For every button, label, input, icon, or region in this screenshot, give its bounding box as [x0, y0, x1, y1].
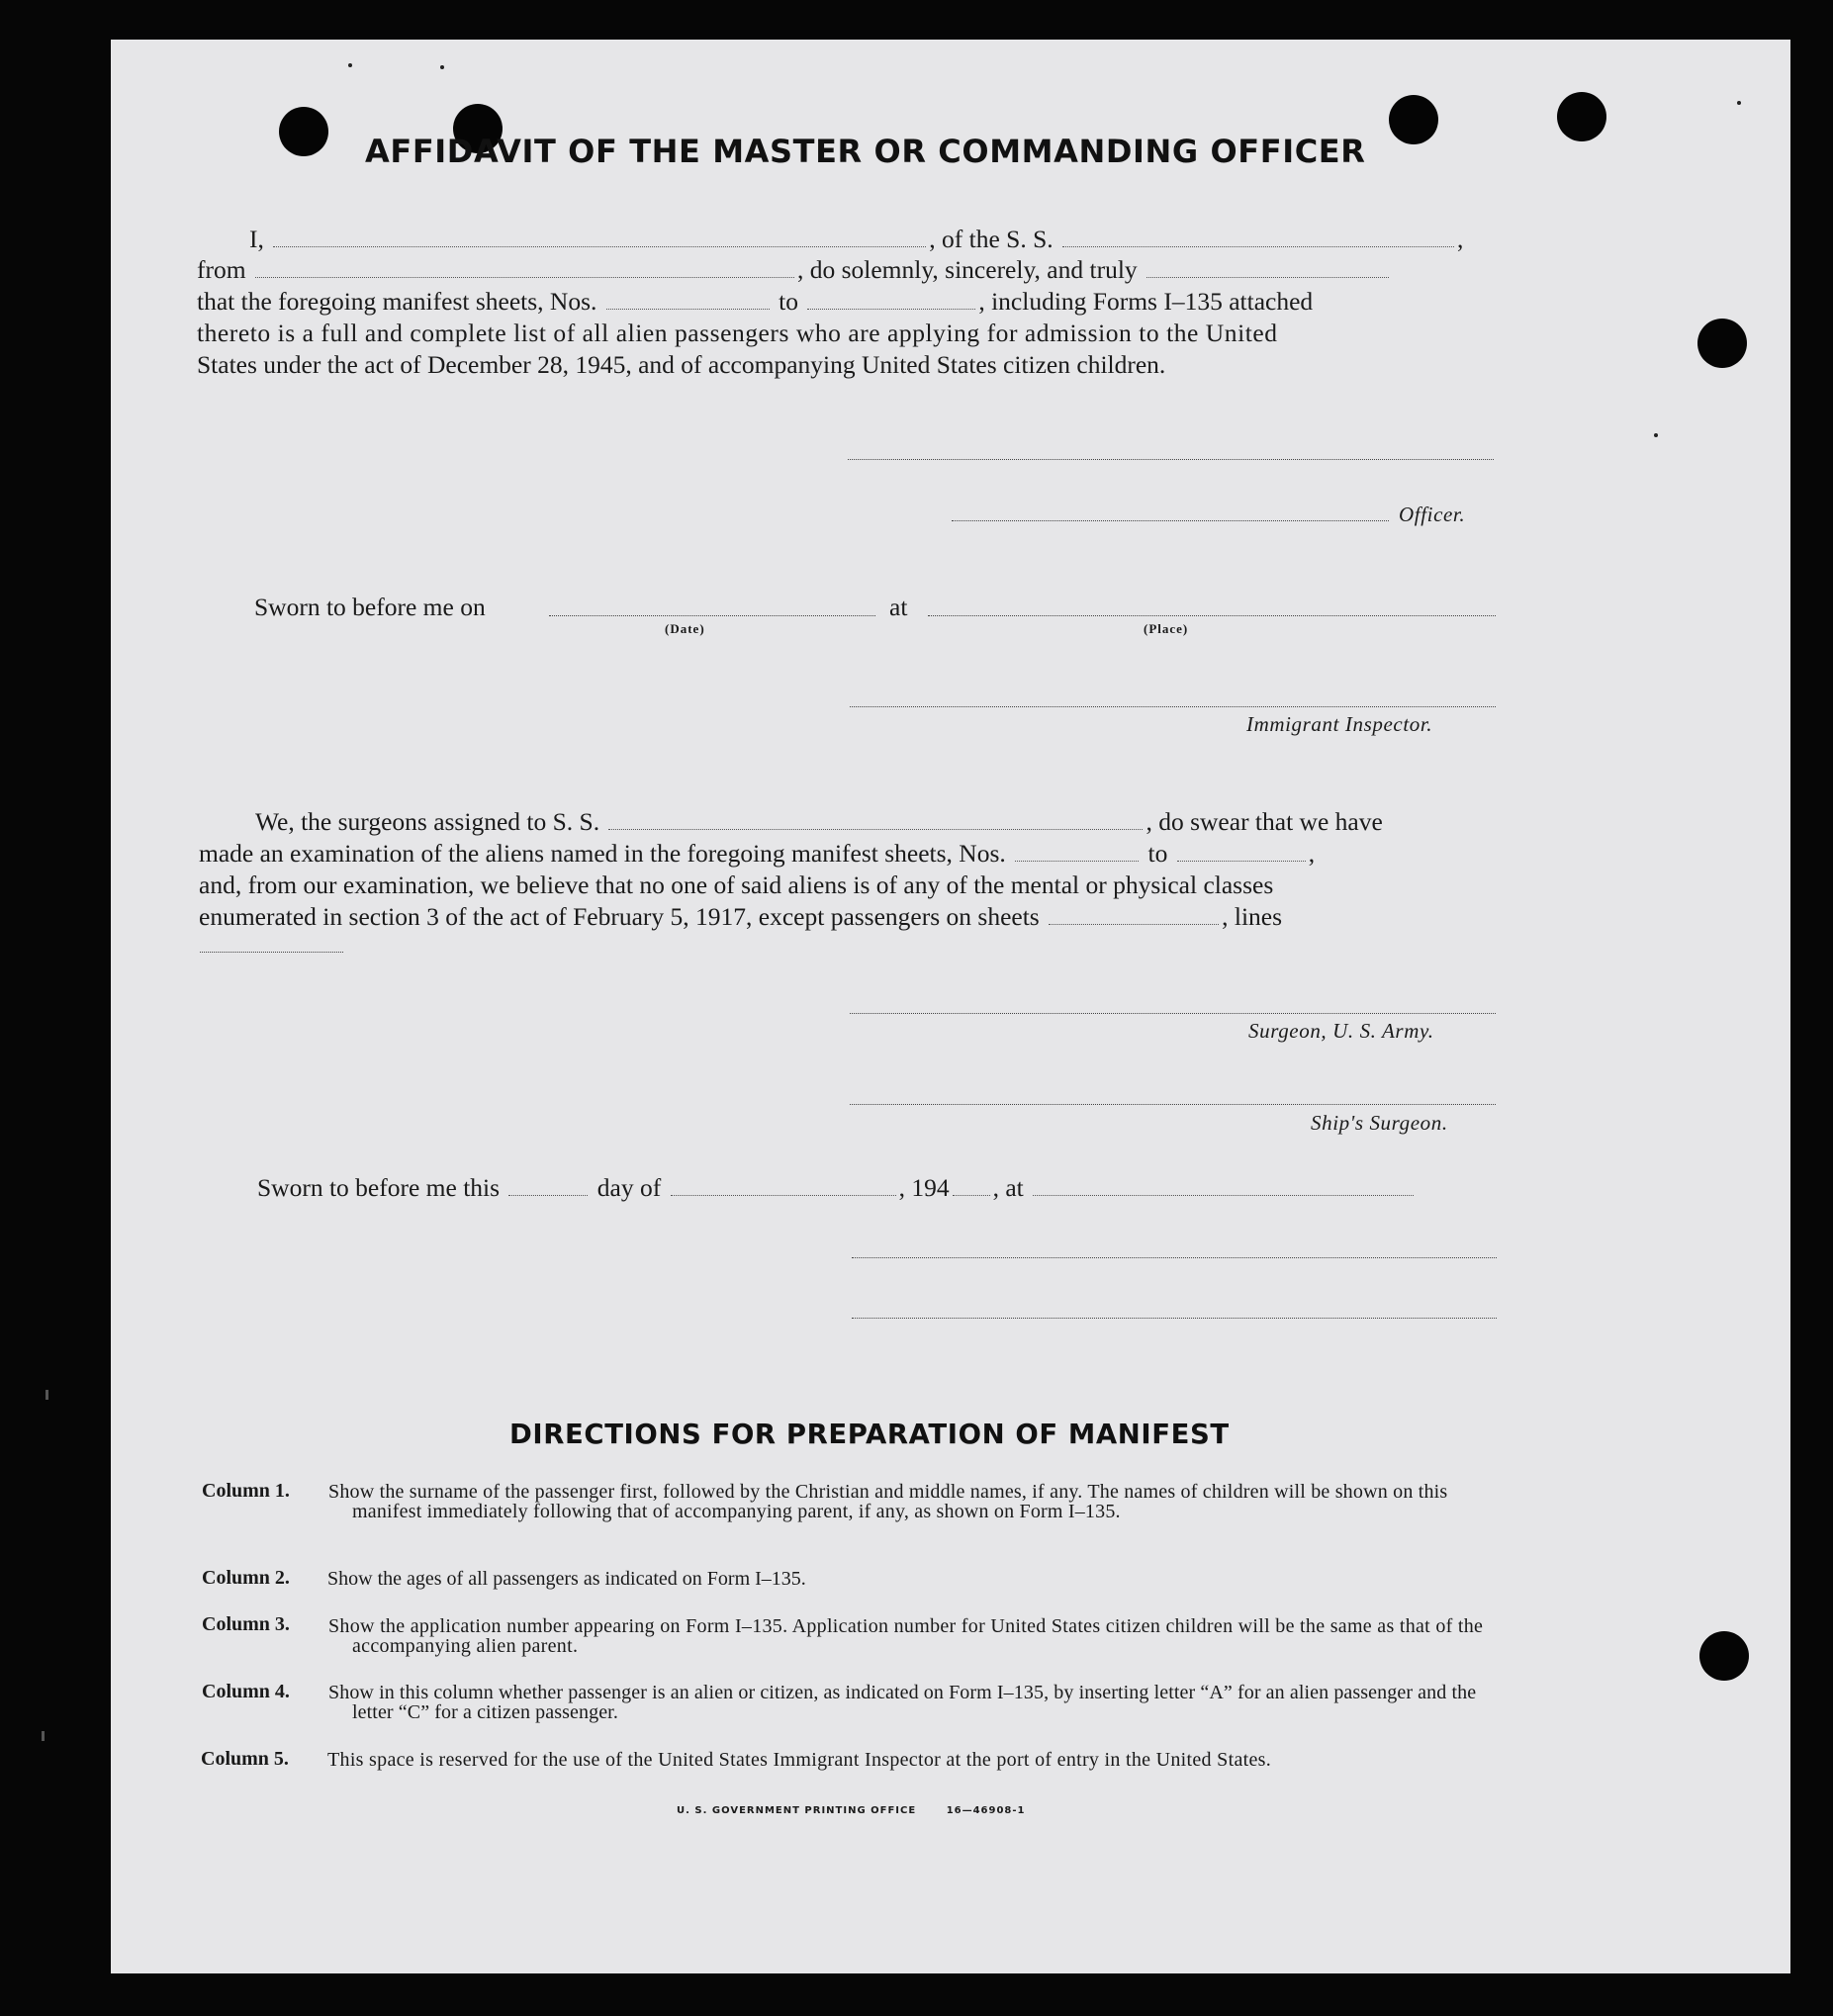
ship-surgeon-signature-line[interactable] [850, 1104, 1496, 1105]
except-lines-field[interactable] [200, 952, 343, 953]
scan-speck [46, 1390, 48, 1400]
form-code: 16—46908-1 [946, 1805, 1026, 1816]
form-title: AFFIDAVIT OF THE MASTER OR COMMANDING OFFICER [365, 133, 1366, 170]
surgeon-sheet-from-field[interactable] [1015, 860, 1139, 862]
army-surgeon-label: Surgeon, U. S. Army. [1248, 1019, 1434, 1043]
do-swear-text: , do swear that we have [1146, 807, 1383, 836]
sheet-to-field[interactable] [807, 308, 975, 310]
of-ss-label: , of the S. S. [929, 225, 1054, 253]
sworn-place-field[interactable] [928, 615, 1496, 616]
speck [348, 63, 352, 67]
signature-line-a[interactable] [852, 1257, 1497, 1258]
sworn-at-label: at [889, 593, 908, 621]
from-label: from [197, 255, 246, 284]
sworn-date-prefix: Sworn to before me on [254, 593, 486, 621]
sworn-at-label-2: , at [992, 1173, 1024, 1202]
form-sheet [111, 40, 1790, 1973]
column-5-label: Column 5. [201, 1748, 289, 1770]
year-prefix: , 194 [898, 1173, 950, 1202]
speck [440, 65, 444, 69]
lines-label: , lines [1222, 902, 1283, 931]
sworn-day-field[interactable] [508, 1194, 588, 1196]
column-1-text: Show the surname of the passenger first, followed by the Christian and middle names, if any. The names of children will be shown on this manifest immediately following that of accompanying parent, if any, as shown on Form I–135. [328, 1481, 1448, 1522]
army-surgeon-signature-line[interactable] [850, 1013, 1496, 1014]
date-caption: (Date) [665, 621, 705, 636]
sworn-month-field[interactable] [671, 1194, 896, 1196]
officer-label: Officer. [1399, 503, 1466, 526]
inspector-label: Immigrant Inspector. [1246, 712, 1433, 736]
surgeons-ship-field[interactable] [608, 828, 1143, 830]
column-4-label: Column 4. [202, 1681, 290, 1702]
from-port-field[interactable] [255, 276, 794, 278]
surgeons-line-3: and, from our examination, we believe that no one of said aliens is of any of the mental or physical classes [199, 871, 1274, 899]
sworn-place-field-2[interactable] [1033, 1194, 1414, 1196]
examination-text: made an examination of the aliens named in the foregoing manifest sheets, Nos. [199, 839, 1006, 868]
surgeons-line-1 [255, 806, 1383, 838]
punch-hole [1697, 319, 1747, 368]
column-3-text: Show the application number appearing on Form I–135. Application number for United States citizen children will be the same as that of the accompanying alien parent. [328, 1615, 1484, 1657]
oath-field[interactable] [1146, 276, 1389, 278]
column-1-label: Column 1. [202, 1480, 290, 1502]
comma: , [1308, 839, 1316, 868]
to-label: to [1147, 839, 1168, 868]
punch-hole [1389, 95, 1438, 144]
punch-hole [1557, 92, 1606, 141]
affidavit-i-label: I, [249, 225, 264, 253]
master-name-field[interactable] [273, 245, 926, 247]
officer-title-line[interactable] [952, 520, 1389, 521]
column-2-label: Column 2. [202, 1567, 290, 1589]
affidavit-line-4: thereto is a full and complete list of all alien passengers who are applying for admission to the United [197, 319, 1278, 347]
ship-name-field[interactable] [1062, 245, 1454, 247]
scan-speck [42, 1731, 45, 1741]
place-caption: (Place) [1144, 621, 1189, 636]
surgeons-assigned-text: We, the surgeons assigned to S. S. [255, 807, 600, 836]
printing-office-imprint [677, 1805, 1026, 1816]
column-3-label: Column 3. [202, 1613, 290, 1635]
printing-office-name: U. S. GOVERNMENT PRINTING OFFICE [677, 1805, 917, 1816]
enumerated-text: enumerated in section 3 of the act of February 5, 1917, except passengers on sheets [199, 902, 1040, 931]
surgeons-line-4 [199, 901, 1282, 933]
affidavit-line-5: States under the act of December 28, 1945, and of accompanying United States citizen children. [197, 350, 1166, 379]
sheet-from-field[interactable] [606, 308, 770, 310]
forms-attached-text: , including Forms I–135 attached [978, 287, 1314, 316]
column-4-text: Show in this column whether passenger is an alien or citizen, as indicated on Form I–135, by inserting letter “A” for an alien passenger and the letter “C” for a citizen passenger. [328, 1682, 1477, 1723]
punch-hole [1699, 1631, 1749, 1681]
column-2-text: Show the ages of all passengers as indicated on Form I–135. [327, 1568, 806, 1590]
surgeon-sheet-to-field[interactable] [1177, 860, 1306, 862]
directions-title: DIRECTIONS FOR PREPARATION OF MANIFEST [509, 1419, 1230, 1450]
speck [1737, 101, 1741, 105]
surgeons-line-2 [199, 838, 1315, 870]
affidavit-line-2 [197, 254, 1392, 286]
comma: , [1457, 225, 1464, 253]
affidavit-line-3 [197, 286, 1313, 318]
to-label: to [779, 287, 798, 316]
sworn-date-field[interactable] [549, 615, 875, 616]
affidavit-line-1 [249, 224, 1463, 255]
day-of-label: day of [596, 1173, 662, 1202]
sworn-day-line [257, 1172, 1417, 1204]
inspector-signature-line[interactable] [850, 706, 1496, 707]
signature-line-b[interactable] [852, 1318, 1497, 1319]
sworn-year-field[interactable] [953, 1194, 990, 1196]
except-sheets-field[interactable] [1049, 923, 1219, 925]
manifest-sheets-text: that the foregoing manifest sheets, Nos. [197, 287, 597, 316]
column-5-text: This space is reserved for the use of the United States Immigrant Inspector at the port of entry in the United States. [327, 1749, 1272, 1771]
solemnly-text: , do solemnly, sincerely, and truly [796, 255, 1138, 284]
ship-surgeon-label: Ship's Surgeon. [1311, 1111, 1448, 1135]
officer-signature-line[interactable] [848, 459, 1494, 460]
speck [1654, 433, 1658, 437]
punch-hole [279, 107, 328, 156]
sworn-this-text: Sworn to before me this [257, 1173, 501, 1202]
